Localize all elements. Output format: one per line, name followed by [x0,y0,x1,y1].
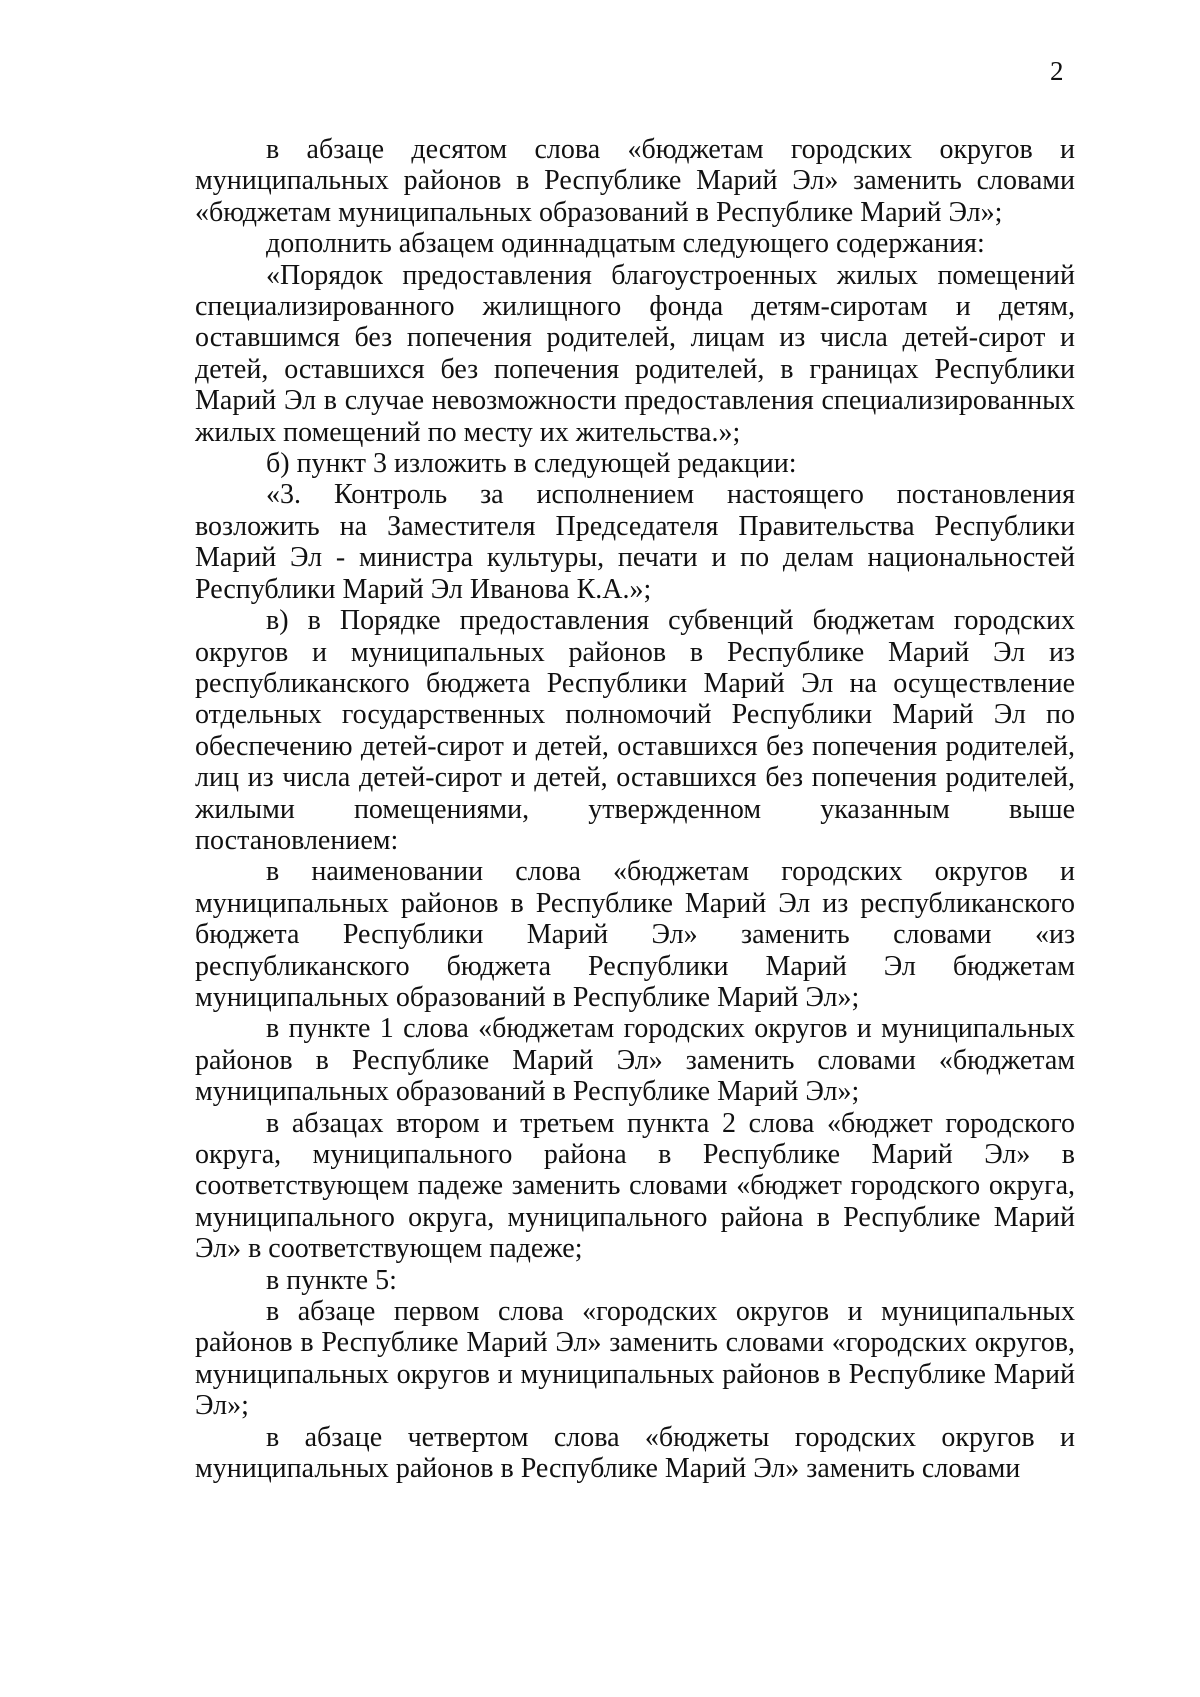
document-body [195,134,1075,1484]
paragraph: в) в Порядке предоставления субвенций бюджетам городских округов и муниципальных районов в Республике Марий Эл из республиканского бюджета Республики Марий Эл на осуществление отдельных государственных полномочий Республики Марий Эл по обеспечению детей-сирот и детей, оставшихся без попечения родителей, лиц из числа детей-сирот и детей, оставшихся без попечения родителей, жилыми помещениями, утвержденном указанным выше постановлением: [195,605,1075,856]
paragraph: дополнить абзацем одиннадцатым следующего содержания: [266,228,985,260]
paragraph: в абзаце первом слова «городских округов и муниципальных районов в Республике Марий Эл» заменить словами «городских округов, муниципальных округов и муниципальных районов в Республике Марий Эл»; [195,1296,1075,1422]
paragraph: в абзаце десятом слова «бюджетам городских округов и муниципальных районов в Республике Марий Эл» заменить словами «бюджетам муниципальных образований в Республике Марий Эл»; [195,134,1075,228]
paragraph: в абзаце четвертом слова «бюджеты городских округов и муниципальных районов в Республике Марий Эл» заменить словами [195,1421,1075,1485]
page-number: 2 [1050,56,1064,86]
paragraph: «3. Контроль за исполнением настоящего постановления возложить на Заместителя Председателя Правительства Республики Марий Эл - министра культуры, печати и по делам национальностей Республики Марий Эл Иванова К.А.»; [195,479,1075,605]
paragraph: в наименовании слова «бюджетам городских округов и муниципальных районов в Республике Марий Эл из республиканского бюджета Республики Марий Эл» заменить словами «из республиканского бюджета Республики Марий Эл бюджетам муниципальных образований в Республике Марий Эл»; [195,856,1075,1013]
paragraph: в пункте 1 слова «бюджетам городских округов и муниципальных районов в Республике Марий Эл» заменить словами «бюджетам муниципальных образований в Республике Марий Эл»; [195,1013,1075,1108]
paragraph: «Порядок предоставления благоустроенных жилых помещений специализированного жилищного фонда детям-сиротам и детям, оставшимся без попечения родителей, лицам из числа детей-сирот и детей, оставшихся без попечения родителей, в границах Республики Марий Эл в случае невозможности предоставления специализированных жилых помещений по месту их жительства.»; [195,259,1075,448]
paragraph: в абзацах втором и третьем пункта 2 слова «бюджет городского округа, муниципального района в Республике Марий Эл» в соответствующем падеже заменить словами «бюджет городского округа, муниципального округа, муниципального района в Республике Марий Эл» в соответствующем падеже; [195,1107,1075,1265]
paragraph: в пункте 5: [266,1264,397,1296]
paragraph: б) пункт 3 изложить в следующей редакции: [266,448,797,480]
